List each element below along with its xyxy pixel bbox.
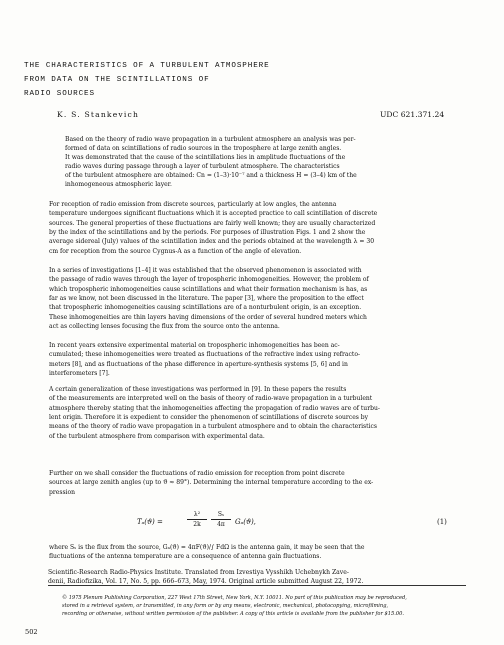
body-line: cumulated; these inhomogeneities were treated as fluctuations of the refractive index using refracto- [49,351,361,359]
footnote-divider [48,585,466,586]
body-line: sources at large zenith angles (up to ϑ ≈ 89°). Determining the internal temperature according to the ex- [49,479,374,487]
abstract-line: radio waves during passage through a layer of turbulent atmosphere. The characteristics [65,163,340,171]
body-line: by the index of the scintillations and by the periods. For purposes of illustration Figs. 1 and 2 show the [49,229,366,237]
body-line: pression [49,488,76,496]
paragraph-1 [49,200,461,256]
fraction-numerator: Sₛ [217,511,225,518]
body-line: where Sₛ is the flux from the source, Gₐ(ϑ) = 4πF(ϑ)/∫ FdΩ is the antenna gain, it may be seen that the [49,544,365,551]
abstract-line: of the turbulent atmosphere are obtained: Cn = (1–3)·10⁻⁷ and a thickness H = (3–4) km of the [65,172,357,180]
paragraph-after-equation [49,543,461,562]
copyright-notice [62,594,458,619]
equation-fraction [187,510,207,529]
equation-lhs: Tₐ(ϑ) = [137,518,163,526]
body-line: meters [8], and as fluctuations of the phase difference in aperture-synthesis systems [5, 6] and in [49,360,348,368]
body-line: In recent years extensive experimental material on tropospheric inhomogeneities has been ac- [49,342,340,349]
body-line: average sidereal (July) values of the scintillation index and the periods obtained at the wavelength λ = 30 [49,238,375,246]
body-line: act as collecting lenses focusing the flux from the source onto the antenna. [49,323,280,331]
body-line: A certain generalization of these investigations was performed in [9]. In these papers the results [49,386,347,393]
fraction-numerator: λ² [193,511,201,518]
copyright-line: recording or otherwise, without written permission of the publisher. A copy of this article is available from the publisher for $15.00. [62,611,404,618]
body-line: atmosphere thereby stating that the inhomogeneities affecting the propagation of radio waves are of turbu- [49,404,380,412]
paragraph-5 [49,469,461,497]
body-line: which tropospheric inhomogeneities cause scintillations and what their formation mechanism is has, as [49,285,368,293]
title-line: RADIO SOURCES [24,90,95,98]
body-line: far as we know, not been discussed in the literature. The paper [3], where the proposition to the effect [49,295,364,303]
body-line: interferometers [7]. [49,370,110,378]
body-line: of the turbulent atmosphere from comparison with experimental data. [49,432,265,440]
paragraph-2 [49,266,461,331]
body-line: temperature undergoes significant fluctuations which it is accepted practice to call scintillation of discrete [49,210,378,218]
equation-rhs: Gₐ(ϑ), [235,518,256,526]
footnote-line: denii, Radiofizika, Vol. 17, No. 5, pp. 666–673, May, 1974. Original article submitted August 22, 1972. [48,578,364,585]
institution-footnote [48,568,468,586]
paragraph-4 [49,385,461,441]
fraction-denominator: 2k [187,519,207,529]
body-line: fluctuations of the antenna temperature are a consequence of antenna gain fluctuations. [49,553,322,561]
paper-title [24,59,464,101]
equation-1 [137,510,459,538]
abstract-line: It was demonstrated that the cause of the scintillations lies in amplitude fluctuations of the [65,154,346,162]
body-line: Further on we shall consider the fluctuations of radio emission for reception from point discrete [49,470,345,477]
body-line: These inhomogeneities are thin layers having dimensions of the order of several hundred meters which [49,313,367,321]
abstract-line: Based on the theory of radio wave propagation in a turbulent atmosphere an analysis was per- [65,136,356,143]
title-line: THE CHARACTERISTICS OF A TURBULENT ATMOSPHERE [24,62,270,70]
abstract-line: formed of data on scintillations of radio sources in the troposphere at large zenith angles. [65,145,342,153]
body-line: cm for reception from the source Cygnus-A as a function of the angle of elevation. [49,247,302,255]
equation-fraction [211,510,231,529]
author-name: K. S. Stankevich [57,110,140,119]
udc-code: UDC 621.371.24 [380,110,445,119]
body-line: For reception of radio emission from discrete sources, particularly at low angles, the antenna [49,201,337,208]
body-line: the passage of radio waves through the layer of tropospheric inhomogeneities. However, the problem of [49,276,369,284]
paragraph-3 [49,341,461,378]
fraction-denominator: 4π [211,519,231,529]
footnote-line: Scientific-Research Radio-Physics Institute. Translated from Izvestiya Vysshikh Uchebnykh Zave- [48,569,349,576]
body-line: sources. The general properties of these fluctuations are fairly well known; they are usually characterized [49,219,376,227]
body-line: In a series of investigations [1–4] it was established that the observed phenomenon is associated with [49,267,362,274]
abstract [65,135,457,190]
abstract-line: inhomogeneous atmospheric layer. [65,181,172,189]
body-line: lent origin. Therefore it is expedient to consider the phenomenon of scintillations of discrete sources by [49,414,369,422]
body-line: that tropospheric inhomogeneities causing scintillations are of a nonturbulent origin, is an exception. [49,304,362,312]
body-line: of the measurements are interpreted well on the basis of theory of radio-wave propagation in a turbulent [49,395,373,403]
equation-number: (1) [437,518,447,526]
copyright-line: stored in a retrieval system, or transmitted, in any form or by any means, electronic, mechanical, photocopying, microfilming, [62,603,389,610]
copyright-line: © 1975 Plenum Publishing Corporation, 227 West 17th Street, New York, N.Y. 10011. No part of this publication may be reproduced, [62,595,407,601]
title-line: FROM DATA ON THE SCINTILLATIONS OF [24,76,210,84]
page-number: 502 [25,628,38,636]
body-line: means of the theory of radio wave propagation in a turbulent atmosphere and to obtain the characteristics [49,423,378,431]
